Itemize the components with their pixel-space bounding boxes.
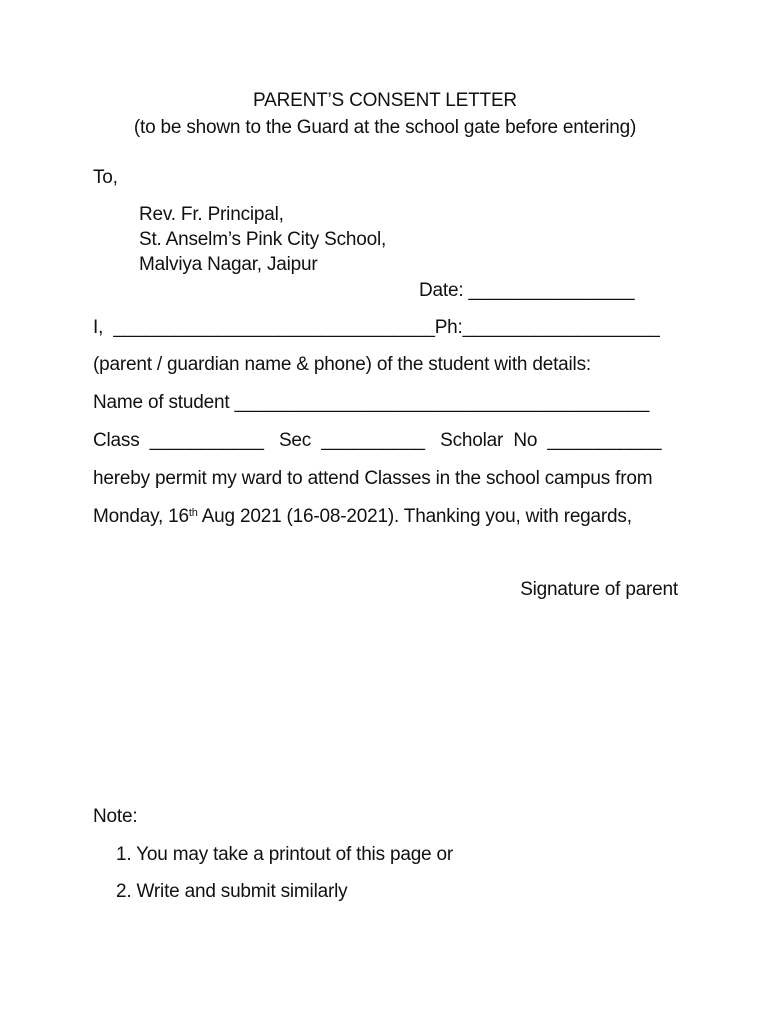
permit-date-line xyxy=(93,505,632,529)
note-item: 2. Write and submit similarly xyxy=(116,881,348,902)
date-suffix: Aug 2021 (16-08-2021). Thanking you, with regards, xyxy=(197,506,632,527)
permit-line: hereby permit my ward to attend Classes in the school campus from xyxy=(93,468,653,489)
address-line-1: Rev. Fr. Principal, xyxy=(139,204,284,225)
student-name-field: Name of student ________________________________________ xyxy=(93,392,650,413)
salutation-to: To, xyxy=(93,167,118,188)
letter-title: PARENT’S CONSENT LETTER xyxy=(253,90,517,111)
date-prefix: Monday, 16 xyxy=(93,506,189,527)
note-item: 1. You may take a printout of this page or xyxy=(116,844,453,865)
parent-name-phone-field: I, _______________________________Ph:___________________ xyxy=(93,317,660,338)
date-ordinal: th xyxy=(188,507,198,519)
class-sec-scholar-field: Class ___________ Sec __________ Scholar No ___________ xyxy=(93,430,662,451)
parent-description: (parent / guardian name & phone) of the student with details: xyxy=(93,354,591,375)
letter-subtitle: (to be shown to the Guard at the school gate before entering) xyxy=(133,117,637,138)
date-field: Date: ________________ xyxy=(419,280,635,301)
address-line-2: St. Anselm’s Pink City School, xyxy=(139,229,387,250)
note-label: Note: xyxy=(93,806,138,827)
address-line-3: Malviya Nagar, Jaipur xyxy=(139,254,318,275)
parent-signature-label: Signature of parent xyxy=(520,579,678,600)
